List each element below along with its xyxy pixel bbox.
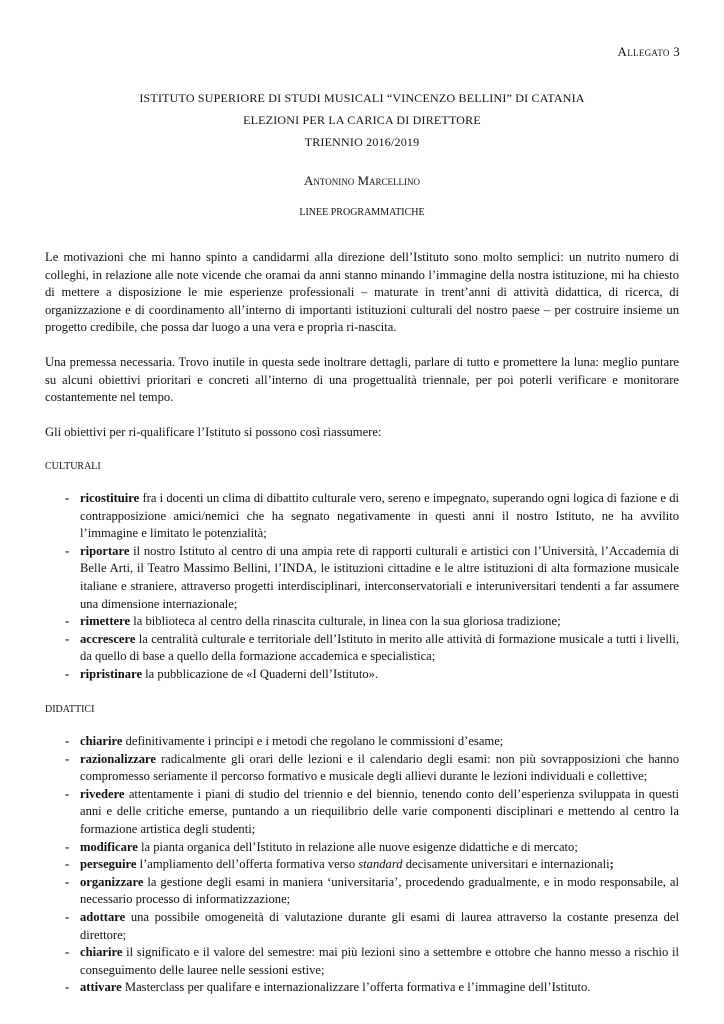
dash-bullet: -: [65, 751, 70, 766]
item-verb: rimettere: [80, 614, 131, 629]
dash-bullet: -: [65, 857, 70, 872]
didattici-list: [45, 733, 679, 997]
list-item: [45, 751, 679, 786]
list-item: [45, 856, 679, 874]
dash-bullet: -: [65, 910, 70, 924]
item-text: l’ampliamento dell’offerta formativa verso: [136, 857, 359, 872]
item-text: il nostro Istituto al centro di una ampia rete di rapporti culturali e artistici con l’Università, l’Accademia di Belle Arti, il Teatro Massimo Bellini, l’INDA, le istituzioni cittadine e le altre istituzioni di alta formazione musicale italiane e straniere, attraverso progetti interdisciplinari, interconservatoriali e interuniversitari tendenti a far assumere una dimensione internazionale;: [80, 543, 679, 611]
list-item: [45, 490, 679, 543]
item-italic-text: standard: [358, 857, 403, 872]
culturali-list: [45, 490, 679, 684]
dash-bullet: -: [65, 631, 70, 646]
list-item: [45, 631, 679, 666]
list-item: [45, 944, 679, 979]
list-item: [45, 666, 679, 684]
item-text: la pianta organica dell’Istituto in relazione alle nuove esigenze didattiche e di mercato;: [137, 839, 578, 854]
item-verb: organizzare: [80, 874, 144, 889]
item-text: attentamente i piani di studio del triennio e del biennio, tenendo conto dell’esperienza sviluppata in questi anni e delle critiche emerse, puntando a un riequilibrio delle varie componenti disciplinari e mettendo al centro la formazione artistica degli studenti;: [80, 786, 679, 837]
dash-bullet: -: [65, 490, 70, 505]
item-verb: ripristinare: [80, 666, 143, 681]
dash-bullet: -: [65, 734, 70, 749]
item-text: la centralità culturale e territoriale dell’Istituto in merito alle attività di formazione musicale a tutti i livelli, da quello di base a quello della formazione accademica e specialistica;: [80, 631, 679, 664]
list-item: [45, 786, 679, 839]
item-text: la biblioteca al centro della rinascita culturale, in linea con la sua gloriosa tradizione;: [130, 614, 561, 629]
intro-paragraph-1: Le motivazioni che mi hanno spinto a candidarmi alla direzione dell’Istituto sono molto semplici: un nutrito numero di colleghi, in relazione alle note vicende che oramai da anni stanno minando l’immagine della nostra istituzione, mi ha chiesto di mettere a disposizione le mie esperienze professionali – maturate in trent’anni di attività didattica, di ricerca, di organizzazione e di coordinamento all’interno di importanti istituzioni culturali del nostro paese – per costruire insieme un progetto credibile, che possa dar luogo a una vera e propria ri-nascita.: [45, 250, 679, 335]
election-title: ELEZIONI PER LA CARICA DI DIRETTORE: [243, 113, 481, 127]
item-text: Masterclass per qualifare e internazionalizzare l’offerta formativa e l’immagine dell’Istituto.: [121, 980, 591, 995]
item-text: definitivamente i principi e i metodi che regolano le commissioni d’esame;: [122, 734, 504, 749]
item-verb: perseguire: [80, 857, 137, 872]
list-item: [45, 979, 679, 997]
period-title: TRIENNIO 2016/2019: [304, 135, 420, 149]
list-item: [45, 543, 679, 613]
list-item: [45, 839, 679, 857]
dash-bullet: -: [65, 874, 70, 889]
dash-bullet: -: [65, 839, 70, 854]
document-subtitle: LINEE PROGRAMMATICHE: [299, 207, 425, 218]
item-text: radicalmente gli orari delle lezioni e il calendario degli esami: non più sovrapposizioni che hanno compromesso seriamente il percorso formativo e musicale degli allievi durante le lezioni individuali e collettive;: [80, 751, 679, 784]
item-verb: adottare: [80, 910, 126, 924]
attachment-label: Allegato 3: [617, 44, 680, 59]
dash-bullet: -: [65, 543, 70, 558]
document-body: [45, 249, 679, 1015]
dash-bullet: -: [65, 980, 70, 995]
dash-bullet: -: [65, 666, 70, 681]
dash-bullet: -: [65, 786, 70, 801]
dash-bullet: -: [65, 945, 70, 960]
item-verb: ricostituire: [80, 490, 140, 505]
item-verb: modificare: [80, 839, 138, 854]
list-item: [45, 874, 679, 909]
item-verb: attivare: [80, 980, 122, 995]
list-item: [45, 613, 679, 631]
list-item: [45, 909, 679, 944]
intro-paragraph-2: Una premessa necessaria. Trovo inutile in questa sede inoltrare dettagli, parlare di tutto e promettere la luna: meglio puntare su alcuni obiettivi prioritari e concreti all’interno di una progettualità triennale, per poi poterli verificare e monitorare costantemente nel tempo.: [45, 354, 679, 405]
item-text: il significato e il valore del semestre: mai più lezioni sino a settembre e ottobre che hanno messo a rischio il conseguimento delle lauree nelle sessioni estive;: [80, 945, 679, 977]
item-verb: accrescere: [80, 631, 136, 646]
intro-paragraph-3: Gli obiettivi per ri-qualificare l’Istituto si possono così riassumere:: [45, 424, 382, 439]
dash-bullet: -: [65, 614, 70, 629]
item-text: decisamente universitari e internazionali: [402, 857, 610, 872]
item-text: la gestione degli esami in maniera ‘universitaria’, procedendo gradualmente, e in modo responsabile, al necessario processo di informatizzazione;: [80, 874, 679, 907]
list-item: [45, 733, 679, 751]
institution-title: ISTITUTO SUPERIORE DI STUDI MUSICALI “VINCENZO BELLINI” DI CATANIA: [139, 91, 585, 105]
item-text: una possibile omogeneità di valutazione durante gli esami di laurea attraverso la costante presenza del direttore;: [80, 910, 679, 942]
item-text: fra i docenti un clima di dibattito culturale vero, sereno e impegnato, superando ogni logica di fazione e di contrapposizione amici/nemici che ha segnato negativamente in questi anni il nostro Istituto, ne ha avvilito l’immagine e limitato le potenzialità;: [80, 490, 679, 541]
item-verb: riportare: [80, 543, 130, 558]
item-verb: rivedere: [80, 786, 125, 801]
author-name: Antonino Marcellino: [303, 173, 421, 188]
item-verb: chiarire: [80, 945, 123, 960]
item-end-punctuation: ;: [609, 857, 614, 872]
item-verb: razionalizzare: [80, 751, 156, 766]
section-label-culturali: CULTURALI: [45, 461, 101, 473]
item-text: la pubblicazione de «I Quaderni dell’Istituto».: [142, 666, 379, 681]
section-label-didattici: DIDATTICI: [45, 704, 95, 716]
item-verb: chiarire: [80, 734, 123, 749]
